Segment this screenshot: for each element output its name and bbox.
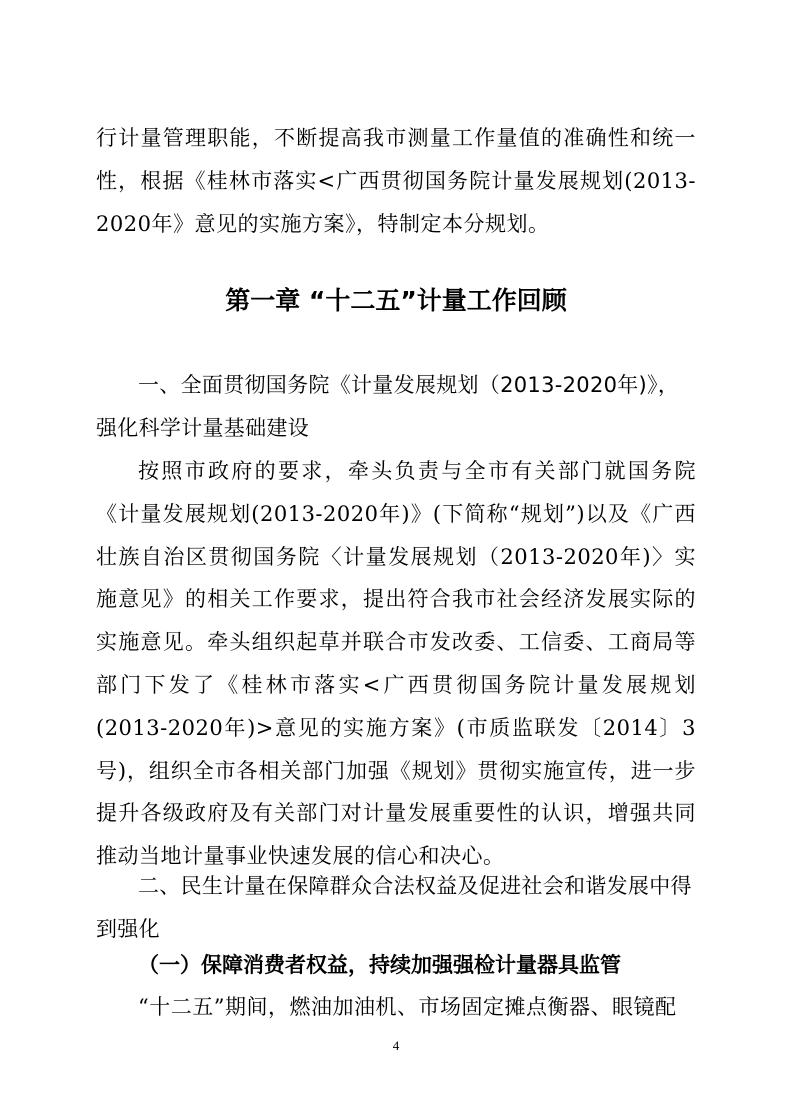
- section2-subheading: （一）保障消费者权益，持续加强强检计量器具监管: [138, 953, 621, 977]
- intro-paragraph: 行计量管理职能，不断提高我市测量工作量值的准确性和统一性，根据《桂林市落实<广西贯彻国务院计量发展规划(2013-2020年》意见的实施方案》，特制定本分规划。: [96, 126, 696, 236]
- page-number: 4: [392, 1038, 400, 1053]
- chapter-title: 第一章 “十二五”计量工作回顾: [225, 286, 567, 315]
- section1-heading: 一、全面贯彻国务院《计量发展规划（2013-2020年)》，强化科学计量基础建设: [96, 373, 680, 440]
- section1-body: 按照市政府的要求，牵头负责与全市有关部门就国务院《计量发展规划(2013-2020年)》(下简称“规划”)以及《广西壮族自治区贯彻国务院〈计量发展规划（2013-2020年)〉实施意见》的相关工作要求，提出符合我市社会经济发展实际的实施意见。牵头组织起草并联合市发改委、工信委、工商局等部门下发了《桂林市落实<广西贯彻国务院计量发展规划(2013-2020年)>意见的实施方案》(市质监联发〔2014〕3号)，组织全市各相关部门加强《规划》贯彻实施宣传，进一步提升各级政府及有关部门对计量发展重要性的认识，增强共同推动当地计量事业快速发展的信心和决心。: [96, 459, 696, 869]
- section2-body: “十二五”期间，燃油加油机、市场固定摊点衡器、眼镜配: [138, 995, 677, 1019]
- section2-heading: 二、民生计量在保障群众合法权益及促进社会和谐发展中得到强化: [96, 874, 692, 941]
